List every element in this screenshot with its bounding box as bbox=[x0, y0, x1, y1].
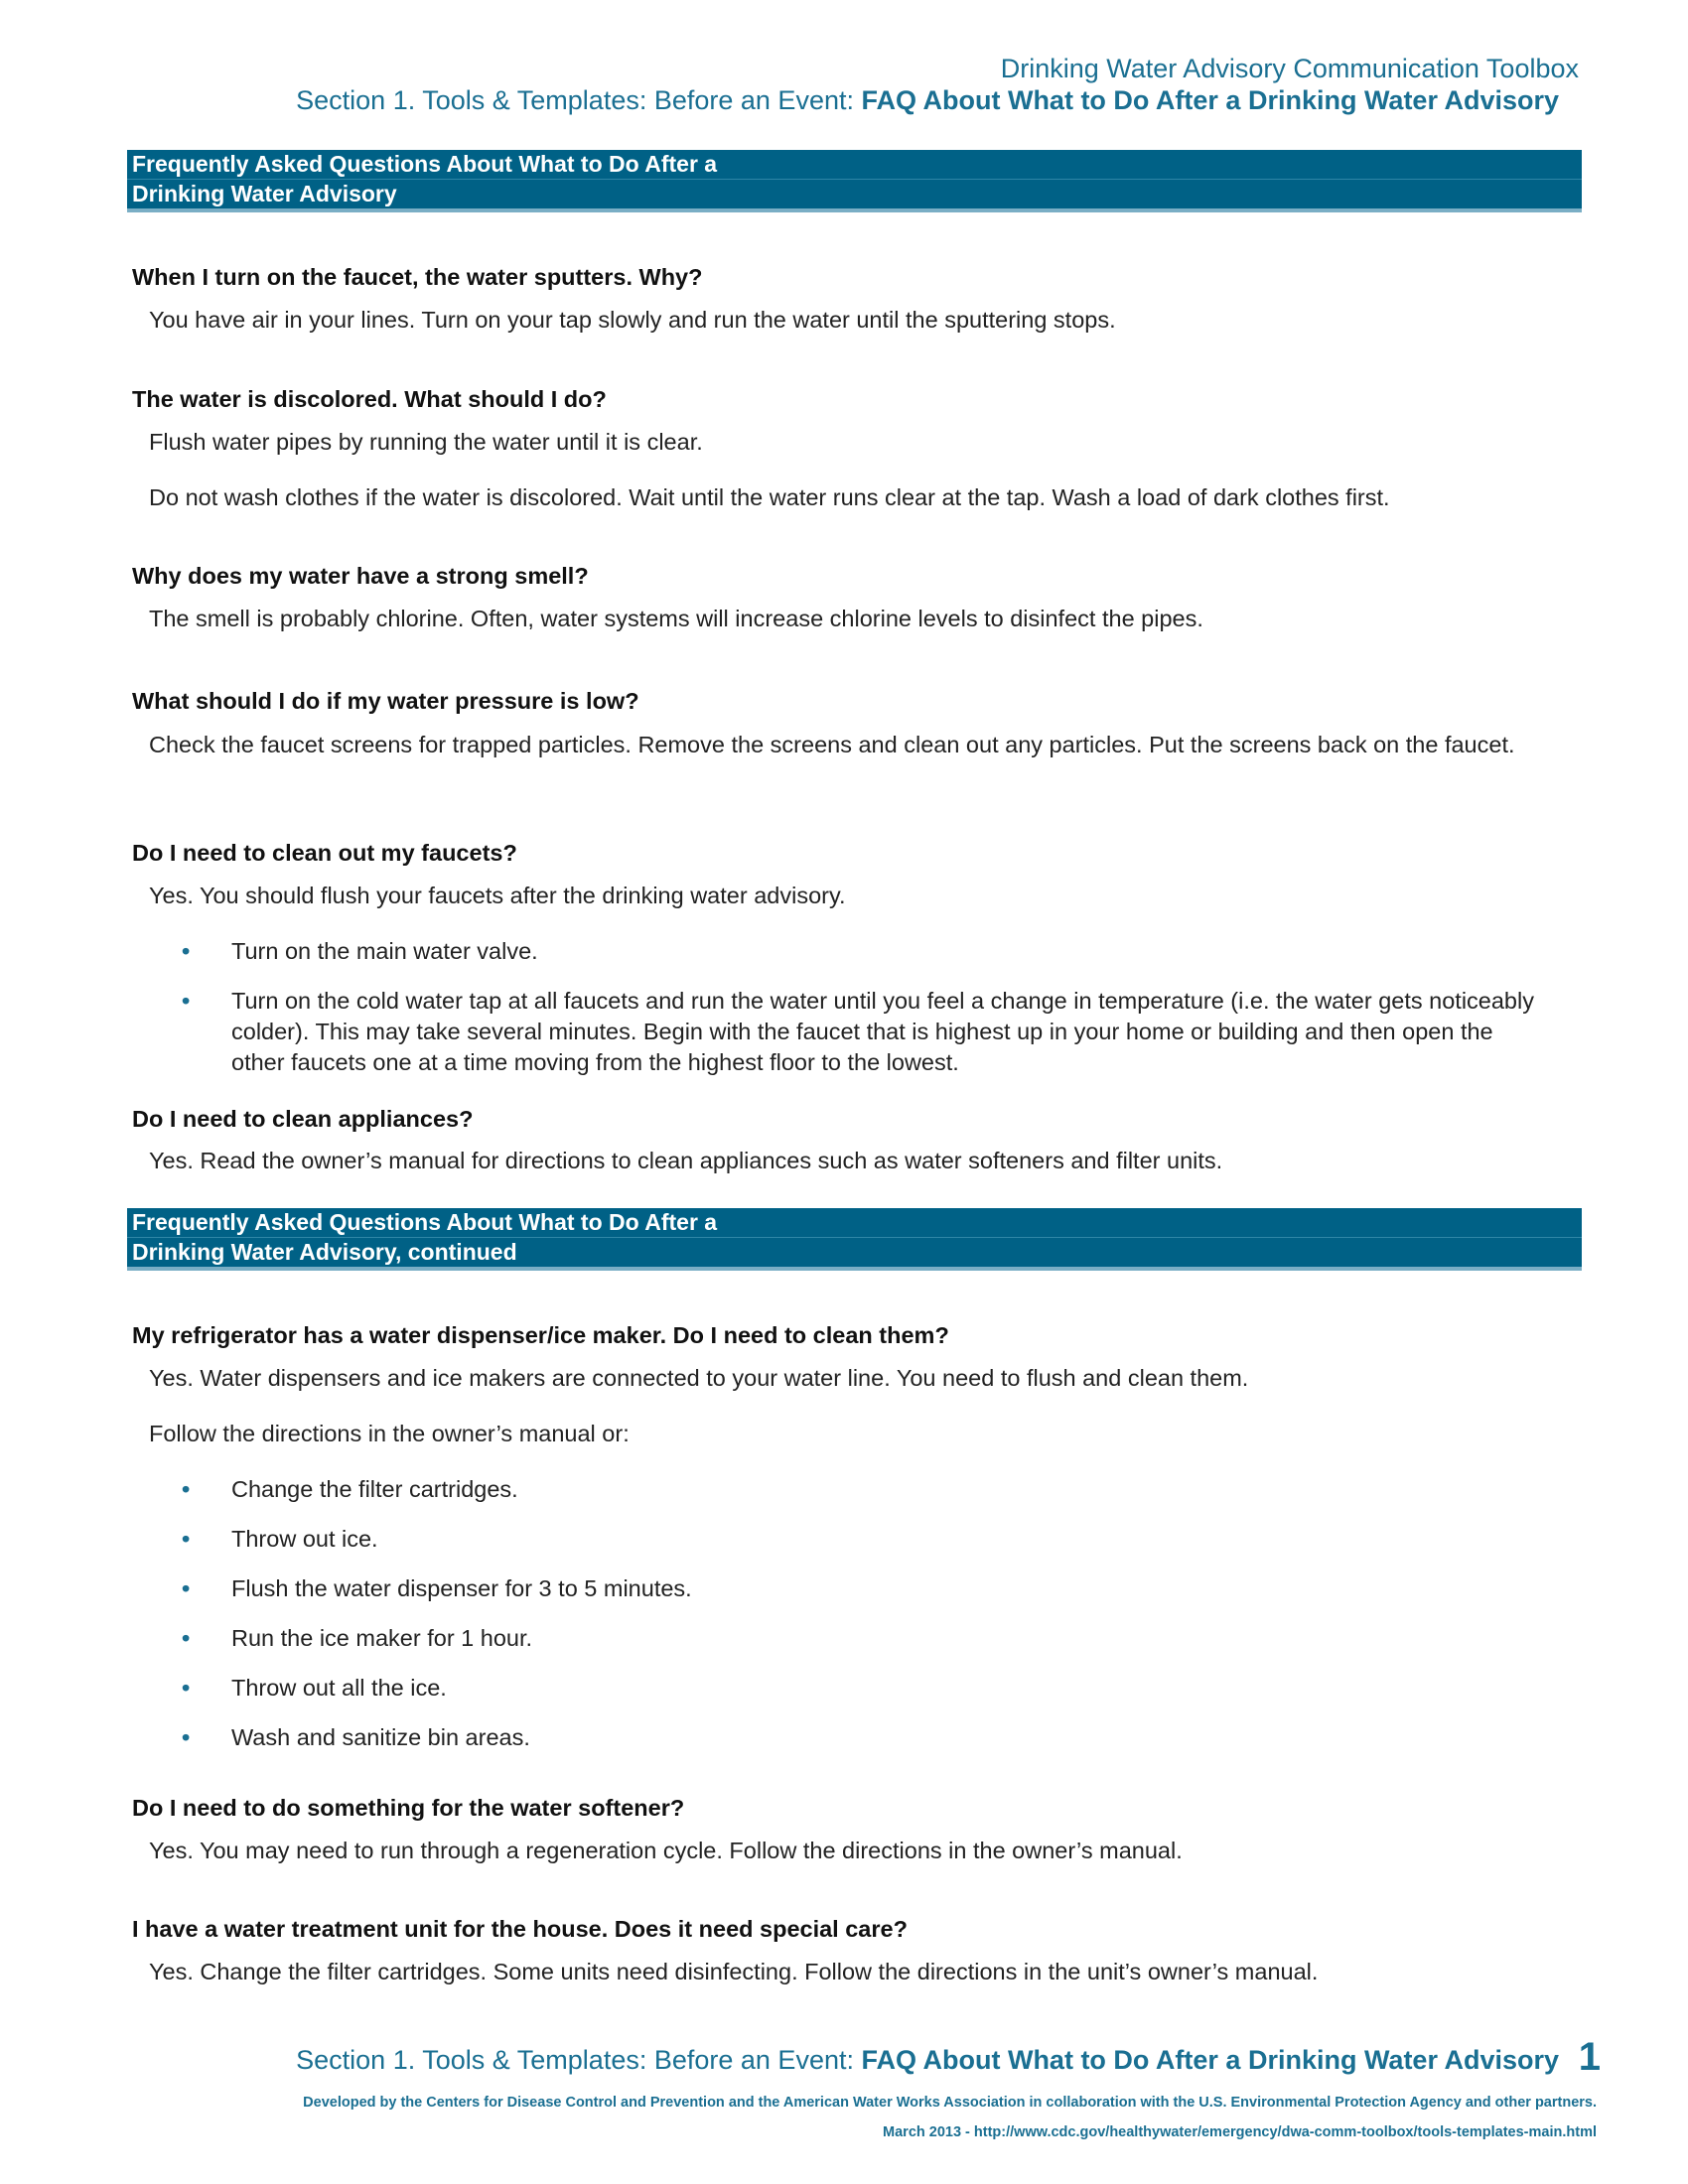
faq-question: Do I need to clean appliances? bbox=[132, 1106, 474, 1132]
page-number: 1 bbox=[1578, 2035, 1601, 2079]
bullet-text: Run the ice maker for 1 hour. bbox=[231, 1625, 533, 1651]
bullet-item bbox=[182, 1673, 1552, 1704]
banner-line-2: Drinking Water Advisory, continued bbox=[132, 1239, 517, 1265]
bullet-item bbox=[182, 1474, 1552, 1505]
section-title: FAQ About What to Do After a Drinking Water Advisory bbox=[861, 85, 1559, 115]
bullet-item bbox=[182, 936, 1552, 967]
bullet-icon: • bbox=[182, 1675, 191, 1701]
faq-answer: Follow the directions in the owner’s manual or: bbox=[149, 1421, 630, 1446]
faq-question: Do I need to clean out my faucets? bbox=[132, 840, 517, 866]
bullet-item bbox=[182, 1573, 1552, 1604]
faq-answer: Yes. You may need to run through a regeneration cycle. Follow the directions in the owner’s manual. bbox=[149, 1838, 1183, 1863]
section-heading bbox=[296, 85, 1559, 116]
bullet-text: Turn on the cold water tap at all faucets and run the water until you feel a change in temperature (i.e. the water gets noticeably colder). This may take several minutes. Begin with the faucet that is highest up in your home or building and then open the other faucets one at a time moving from the highest floor to the lowest. bbox=[231, 988, 1534, 1075]
faq-answer: Yes. You should flush your faucets after the drinking water advisory. bbox=[149, 883, 846, 908]
faq-answer: Yes. Water dispensers and ice makers are connected to your water line. You need to flush and clean them. bbox=[149, 1365, 1249, 1391]
faq-question: What should I do if my water pressure is low? bbox=[132, 688, 639, 714]
faq-answer: Check the faucet screens for trapped particles. Remove the screens and clean out any particles. Put the screens back on the faucet. bbox=[149, 732, 1515, 757]
bullet-icon: • bbox=[182, 1526, 191, 1552]
footer-section-title: FAQ About What to Do After a Drinking Water Advisory bbox=[861, 2045, 1559, 2075]
developed-by-note: Developed by the Centers for Disease Control and Prevention and the American Water Works Association in collaboration with the U.S. Environmental Protection Agency and other partners. bbox=[303, 2095, 1597, 2111]
bullet-text: Wash and sanitize bin areas. bbox=[231, 1724, 530, 1750]
faq-answer: Do not wash clothes if the water is discolored. Wait until the water runs clear at the tap. Wash a load of dark clothes first. bbox=[149, 484, 1390, 510]
faq-answer: You have air in your lines. Turn on your tap slowly and run the water until the sputtering stops. bbox=[149, 307, 1116, 333]
faq-banner bbox=[127, 150, 1582, 212]
faq-question: When I turn on the faucet, the water sputters. Why? bbox=[132, 264, 703, 290]
banner-line-2: Drinking Water Advisory bbox=[132, 181, 397, 206]
toolbox-title: Drinking Water Advisory Communication Toolbox bbox=[1000, 54, 1579, 83]
bullet-icon: • bbox=[182, 1724, 191, 1750]
bullet-item bbox=[182, 1524, 1552, 1555]
bullet-icon: • bbox=[182, 1476, 191, 1502]
footer-section-prefix: Section 1. Tools & Templates: Before an Event: bbox=[296, 2045, 862, 2075]
bullet-item bbox=[182, 1722, 1552, 1753]
bullet-icon: • bbox=[182, 988, 191, 1014]
section-prefix: Section 1. Tools & Templates: Before an Event: bbox=[296, 85, 862, 115]
faq-answer: The smell is probably chlorine. Often, water systems will increase chlorine levels to disinfect the pipes. bbox=[149, 606, 1203, 631]
banner-line-1: Frequently Asked Questions About What to Do After a bbox=[127, 1208, 1582, 1238]
bullet-text: Turn on the main water valve. bbox=[231, 938, 538, 964]
footer-section-heading bbox=[296, 2045, 1559, 2076]
bullet-icon: • bbox=[182, 1625, 191, 1651]
faq-answer: Yes. Read the owner’s manual for directions to clean appliances such as water softeners and filter units. bbox=[149, 1148, 1223, 1173]
bullet-text: Flush the water dispenser for 3 to 5 minutes. bbox=[231, 1575, 692, 1601]
banner-line-1: Frequently Asked Questions About What to Do After a bbox=[127, 150, 1582, 180]
faq-question: My refrigerator has a water dispenser/ice maker. Do I need to clean them? bbox=[132, 1322, 949, 1348]
faq-question: The water is discolored. What should I do? bbox=[132, 386, 607, 412]
bullet-icon: • bbox=[182, 1575, 191, 1601]
bullet-icon: • bbox=[182, 938, 191, 964]
faq-banner-continued bbox=[127, 1208, 1582, 1271]
faq-answer: Yes. Change the filter cartridges. Some units need disinfecting. Follow the directions in the unit’s owner’s manual. bbox=[149, 1959, 1319, 1984]
faq-question: Do I need to do something for the water softener? bbox=[132, 1795, 685, 1821]
bullet-item bbox=[182, 1623, 1552, 1654]
bullet-item bbox=[182, 986, 1552, 1078]
faq-question: I have a water treatment unit for the house. Does it need special care? bbox=[132, 1916, 908, 1942]
faq-answer: Flush water pipes by running the water until it is clear. bbox=[149, 429, 703, 455]
bullet-text: Throw out all the ice. bbox=[231, 1675, 447, 1701]
date-url: March 2013 - http://www.cdc.gov/healthywater/emergency/dwa-comm-toolbox/tools-templates-main.html bbox=[883, 2124, 1597, 2140]
bullet-text: Throw out ice. bbox=[231, 1526, 378, 1552]
faq-question: Why does my water have a strong smell? bbox=[132, 563, 589, 589]
bullet-text: Change the filter cartridges. bbox=[231, 1476, 518, 1502]
